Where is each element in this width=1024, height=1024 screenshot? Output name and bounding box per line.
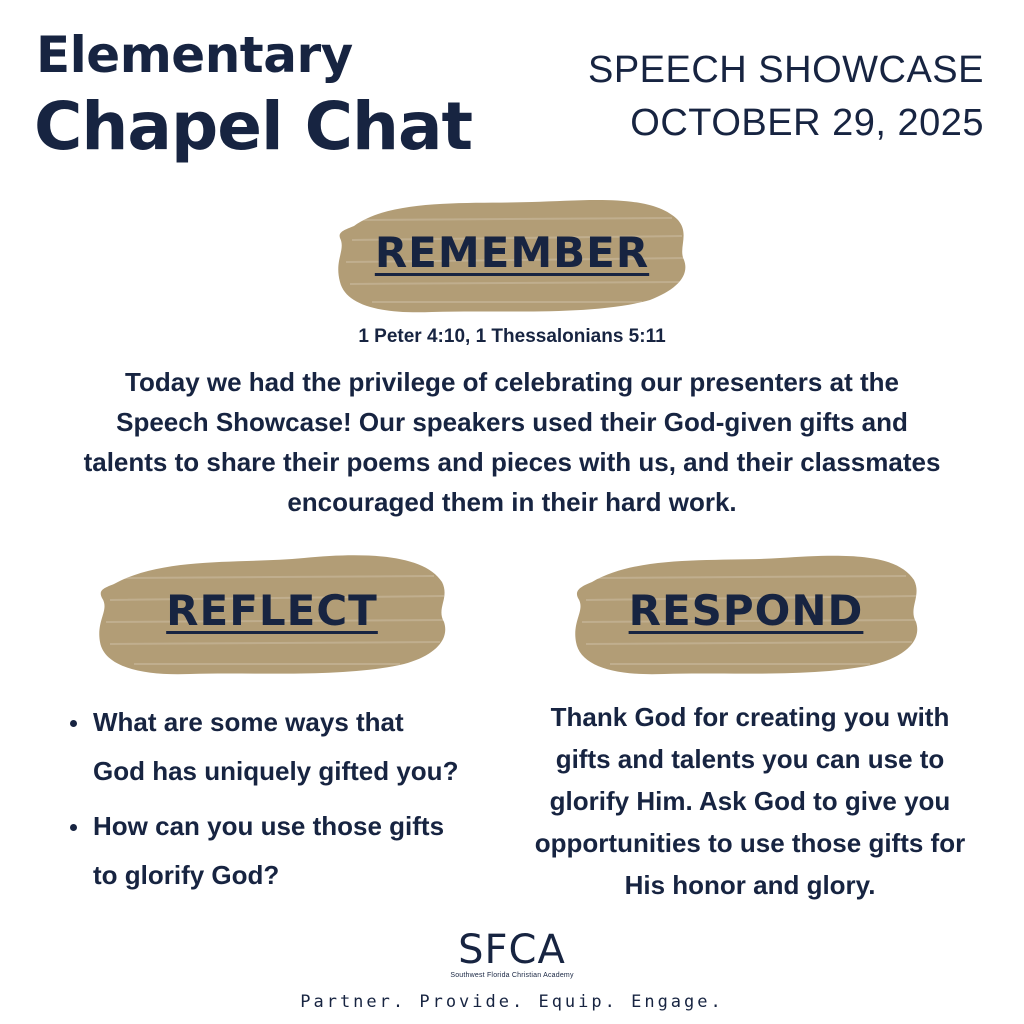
remember-banner (332, 190, 692, 320)
school-logo (0, 927, 1024, 979)
respond-paragraph (520, 696, 980, 906)
respond-line: Thank God for creating you with (550, 702, 950, 732)
event-name: SPEECH SHOWCASE (587, 49, 984, 91)
remember-line: talents to share their poems and pieces with us, and their classmates (83, 447, 941, 477)
reflect-heading: REFLECT (166, 586, 378, 635)
remember-heading: REMEMBER (374, 228, 650, 277)
list-item-line: to glorify God? (93, 860, 280, 890)
remember-line: Today we had the privilege of celebrating our presenters at the (125, 367, 899, 397)
event-info (588, 44, 984, 150)
list-item (66, 698, 506, 796)
logo-subtitle: Southwest Florida Christian Academy (450, 972, 574, 979)
respond-line: His honor and glory. (624, 870, 876, 900)
respond-banner (570, 544, 922, 680)
scripture-reference: 1 Peter 4:10, 1 Thessalonians 5:11 (358, 326, 666, 347)
logo-text: SFCA (458, 927, 566, 973)
remember-paragraph (30, 362, 994, 522)
title-line-2: Chapel Chat (34, 88, 473, 165)
reflect-list (66, 698, 506, 906)
list-item (66, 802, 506, 900)
remember-line: encouraged them in their hard work. (287, 487, 737, 517)
tagline: Partner. Provide. Equip. Engage. (300, 992, 724, 1012)
event-date: OCTOBER 29, 2025 (630, 102, 984, 145)
bullet-icon (70, 824, 77, 831)
reflect-banner (94, 544, 450, 680)
list-item-line: What are some ways that (93, 707, 404, 737)
title-line-1: Elementary (36, 26, 353, 84)
remember-line: Speech Showcase! Our speakers used their God-given gifts and (116, 407, 908, 437)
respond-line: gifts and talents you can use to (555, 744, 945, 774)
respond-line: glorify Him. Ask God to give you (549, 786, 951, 816)
bullet-icon (70, 720, 77, 727)
respond-heading: RESPOND (628, 586, 864, 635)
respond-line: opportunities to use those gifts for (534, 828, 966, 858)
list-item-line: God has uniquely gifted you? (93, 756, 459, 786)
list-item-line: How can you use those gifts (93, 811, 445, 841)
